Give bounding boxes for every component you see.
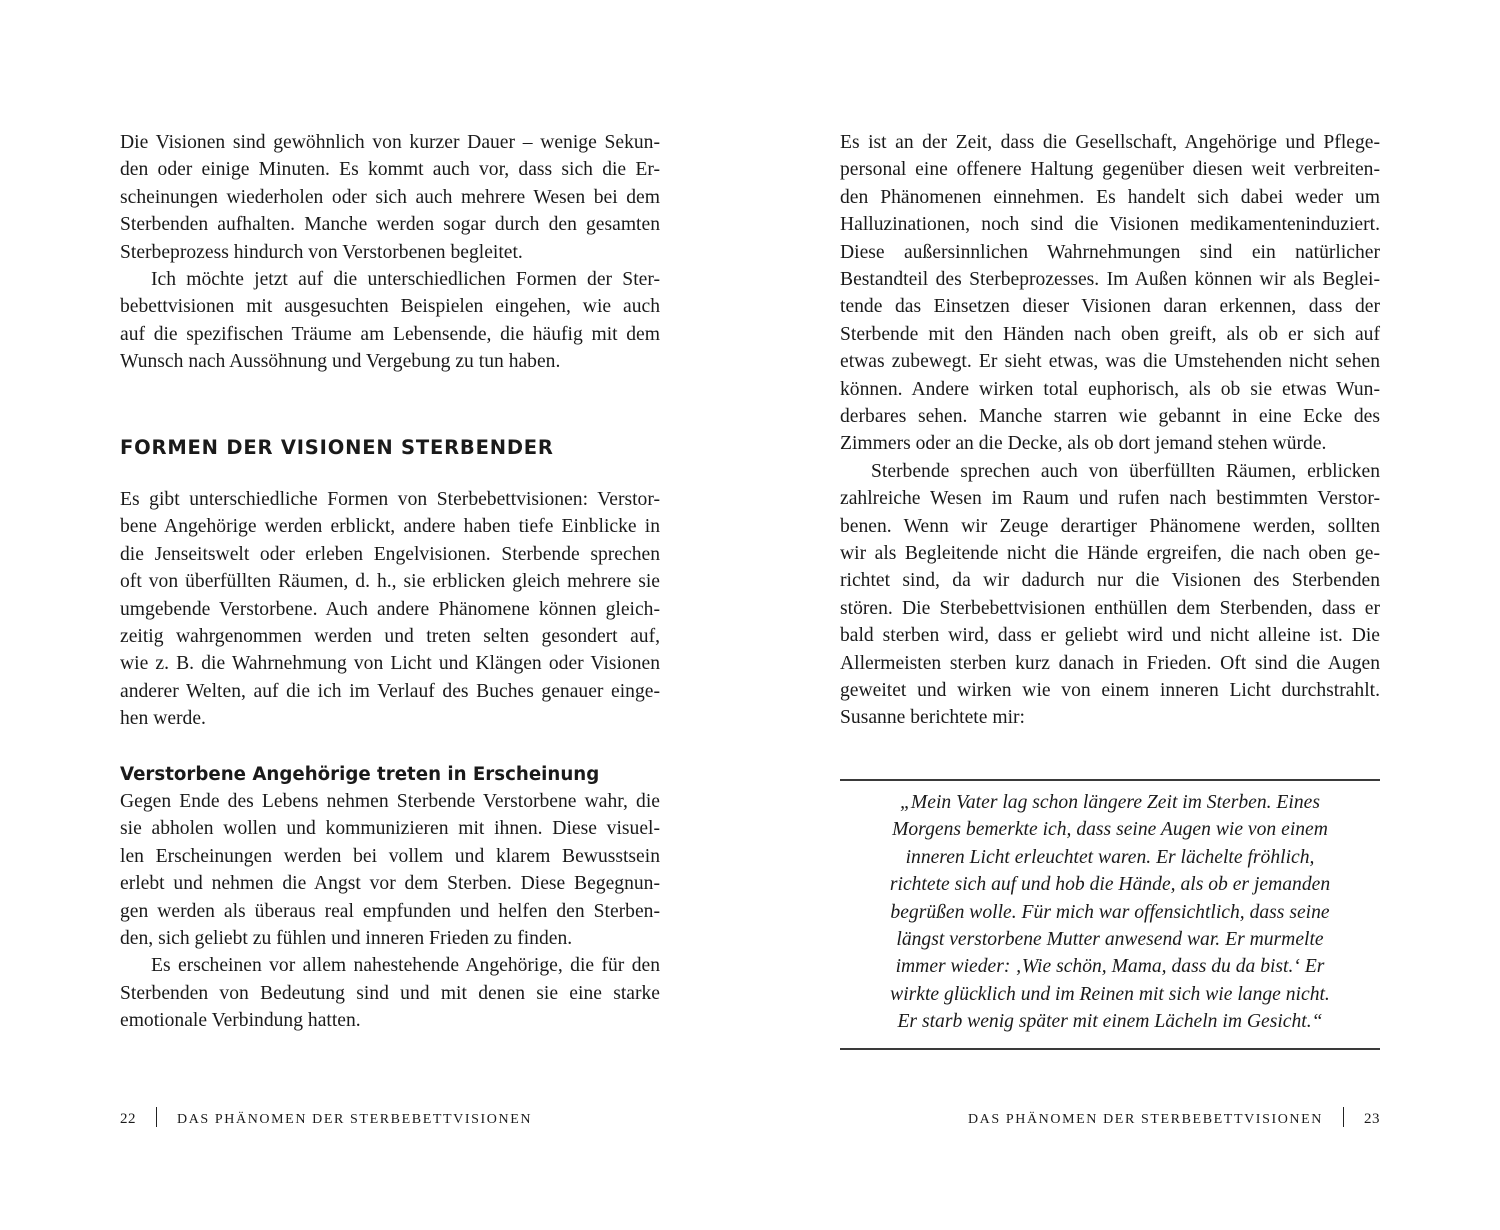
quote-line: inneren Licht erleuchtet waren. Er lächelte fröhlich,	[905, 846, 1315, 868]
text-line: Diese außersinnlichen Wahrnehmungen sind ein natürlicher	[840, 241, 1380, 263]
text-line: die Jenseitswelt oder erleben Engelvisionen. Sterbende sprechen	[120, 543, 660, 565]
quote-line: Er starb wenig später mit einem Lächeln im Gesicht.“	[897, 1011, 1323, 1033]
text-line: wie z. B. die Wahrnehmung von Licht und Klängen oder Visionen	[120, 653, 660, 675]
text-line: oft von überfüllten Räumen, d. h., sie erblicken gleich mehrere sie	[120, 571, 660, 593]
text-line: tende das Einsetzen dieser Visionen daran erkennen, dass der	[840, 296, 1380, 318]
text-line: den Phänomenen einnehmen. Es handelt sich dabei weder um	[840, 186, 1380, 208]
page-number: 22	[120, 1111, 136, 1127]
text-line: bebettvisionen mit ausgesuchten Beispielen eingehen, wie auch	[120, 296, 660, 318]
running-head: DAS PHÄNOMEN DER STERBEBETTVISIONEN	[177, 1112, 533, 1127]
text-line: geweitet und wirken wie von einem inneren Licht durchstrahlt.	[840, 680, 1380, 701]
text-line: bald sterben wird, dass er geliebt wird und nicht alleine ist. Die	[840, 625, 1380, 647]
text-line: Es erscheinen vor allem nahestehende Angehörige, die für den	[151, 955, 660, 977]
page-number: 23	[1364, 1111, 1380, 1127]
text-line: gen werden als überaus real empfunden und helfen den Sterben-	[120, 900, 660, 922]
quote-top-rule	[840, 779, 1380, 781]
text-line: Gegen Ende des Lebens nehmen Sterbende Verstorbene wahr, die	[120, 791, 660, 812]
quote-line: immer wieder: ‚Wie schön, Mama, dass du da bist.‘ Er	[895, 956, 1325, 978]
text-line: Es gibt unterschiedliche Formen von Sterbebettvisionen: Verstor-	[120, 489, 660, 510]
text-line: sie abholen wollen und kommunizieren mit ihnen. Diese visuel-	[120, 818, 660, 840]
quote-line: begrüßen wolle. Für mich war offensichtlich, dass seine	[890, 901, 1330, 923]
quote-line: längst verstorbene Mutter anwesend war. Er murmelte	[896, 929, 1324, 950]
text-line: Die Visionen sind gewöhnlich von kurzer Dauer – wenige Sekun-	[120, 132, 660, 153]
text-line: zeitig wahrgenommen werden und treten selten gesondert auf,	[120, 626, 660, 647]
text-line: bene Angehörige werden erblickt, andere haben tiefe Einblicke in	[120, 516, 660, 538]
text-line: anderer Welten, auf die ich im Verlauf des Buches genauer einge-	[120, 680, 660, 702]
text-line: wir als Begleitende nicht die Hände ergreifen, die nach oben ge-	[840, 543, 1380, 564]
subheading: Verstorbene Angehörige treten in Erscheinung	[120, 764, 600, 785]
quote-line: richtete sich auf und hob die Hände, als ob er jemanden	[889, 874, 1331, 896]
quote-line: Morgens bemerkte ich, dass seine Augen wie von einem	[892, 819, 1328, 841]
text-line: derbares sehen. Manche starren wie gebannt in eine Ecke des	[840, 406, 1380, 427]
quote-line: wirkte glücklich und im Reinen mit sich wie lange nicht.	[890, 983, 1330, 1005]
text-line: den, sich geliebt zu fühlen und inneren Frieden zu finden.	[120, 928, 573, 949]
text-line: erlebt und nehmen die Angst vor dem Sterben. Diese Begegnun-	[120, 873, 660, 895]
text-line: Sterbeprozess hindurch von Verstorbenen begleitet.	[120, 241, 523, 263]
text-line: Es ist an der Zeit, dass die Gesellschaft, Angehörige und Pflege-	[840, 132, 1380, 153]
text-line: Zimmers oder an die Decke, als ob dort jemand stehen würde.	[840, 433, 1327, 455]
footer-divider	[1343, 1107, 1344, 1127]
left-page-footer	[120, 1107, 532, 1128]
section-heading: FORMEN DER VISIONEN STERBENDER	[120, 436, 554, 459]
text-line: den oder einige Minuten. Es kommt auch vor, dass sich die Er-	[120, 159, 660, 181]
running-head: DAS PHÄNOMEN DER STERBEBETTVISIONEN	[967, 1112, 1323, 1127]
text-line: Bestandteil des Sterbeprozesses. Im Außen können wir als Beglei-	[840, 269, 1380, 290]
text-line: Halluzinationen, noch sind die Visionen medikamenteninduziert.	[840, 214, 1380, 236]
right-page-footer	[968, 1107, 1380, 1128]
text-line: Sterbende sprechen auch von überfüllten Räumen, erblicken	[871, 460, 1380, 482]
text-line: hen werde.	[120, 708, 206, 730]
text-line: auf die spezifischen Träume am Lebensende, die häufig mit dem	[120, 323, 660, 345]
text-line: benen. Wenn wir Zeuge derartiger Phänomene werden, sollten	[840, 515, 1380, 537]
quote-bottom-rule	[840, 1048, 1380, 1050]
text-line: stören. Die Sterbebettvisionen enthüllen dem Sterbenden, dass er	[840, 597, 1380, 619]
footer-divider	[156, 1107, 157, 1127]
text-line: personal eine offenere Haltung gegenüber diesen weit verbreiten-	[840, 159, 1380, 181]
text-line: richtet sind, da wir dadurch nur die Visionen des Sterbenden	[840, 570, 1380, 592]
text-line: emotionale Verbindung hatten.	[120, 1010, 361, 1032]
text-line: Wunsch nach Aussöhnung und Vergebung zu tun haben.	[120, 351, 561, 373]
text-line: Ich möchte jetzt auf die unterschiedlichen Formen der Ster-	[151, 269, 660, 290]
text-line: Sterbende mit den Händen nach oben greift, als ob er sich auf	[840, 323, 1380, 345]
text-line: können. Andere wirken total euphorisch, als ob sie etwas Wun-	[840, 378, 1380, 400]
quote-line: „Mein Vater lag schon längere Zeit im Sterben. Eines	[900, 792, 1320, 813]
text-line: scheinungen wiederholen oder sich auch mehrere Wesen bei dem	[120, 186, 660, 208]
text-line: zahlreiche Wesen im Raum und rufen nach bestimmten Verstor-	[840, 488, 1380, 510]
text-line: Susanne berichtete mir:	[840, 707, 1025, 729]
text-line: etwas zubewegt. Er sieht etwas, was die Umstehenden nicht sehen	[840, 351, 1380, 373]
text-line: Sterbenden aufhalten. Manche werden sogar durch den gesamten	[120, 214, 660, 236]
text-line: len Erscheinungen werden bei vollem und klarem Bewusstsein	[120, 845, 660, 867]
text-line: Sterbenden von Bedeutung sind und mit denen sie eine starke	[120, 982, 660, 1004]
text-line: umgebende Verstorbene. Auch andere Phänomene können gleich-	[120, 598, 660, 620]
text-line: Allermeisten sterben kurz danach in Frieden. Oft sind die Augen	[840, 652, 1380, 674]
